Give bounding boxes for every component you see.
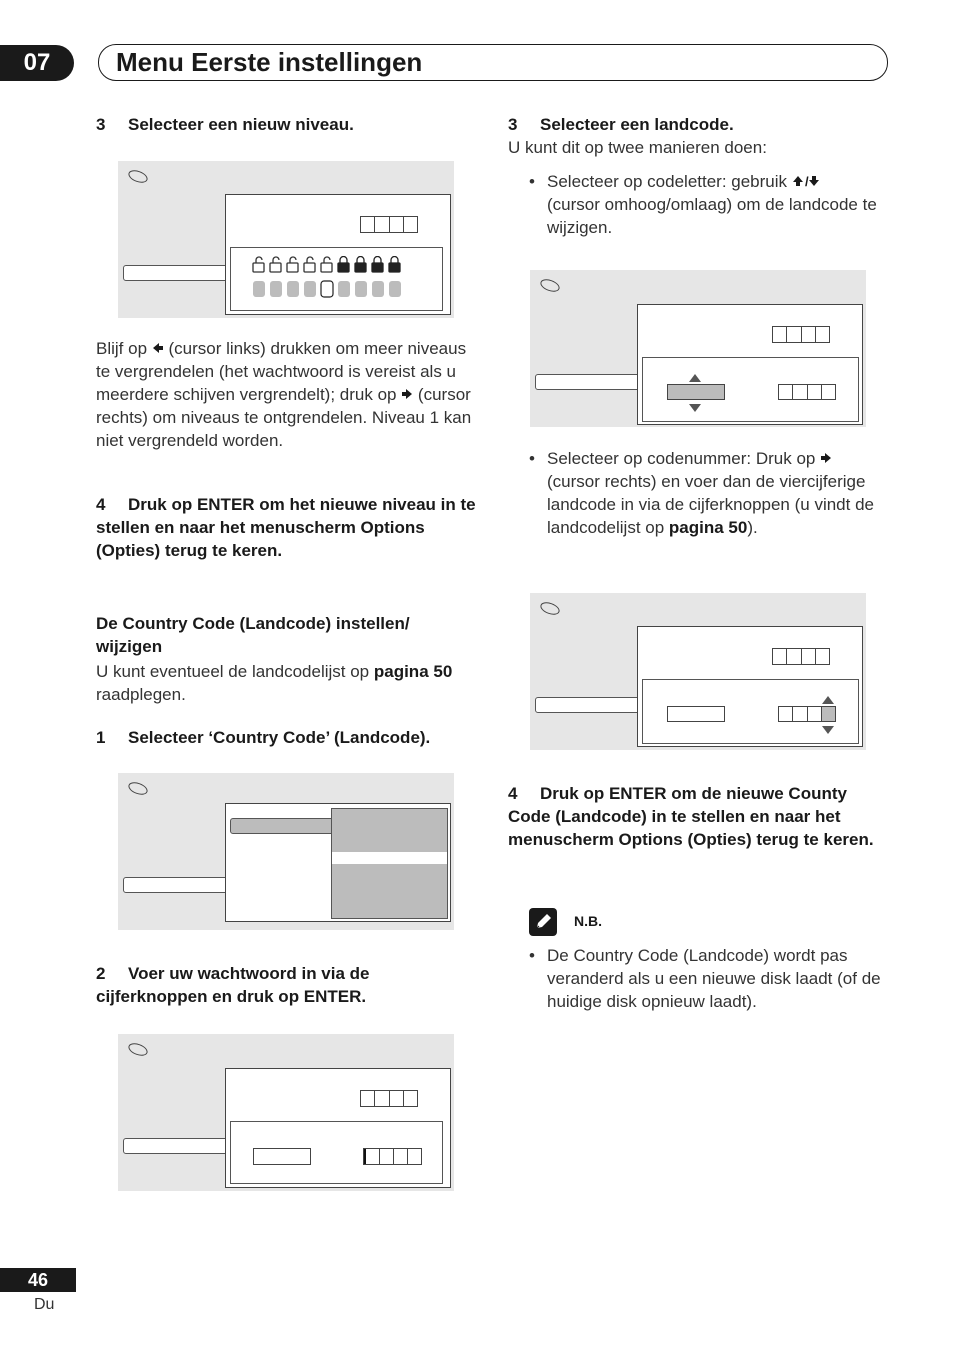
right-step-3-heading: 3 Selecteer een landcode. xyxy=(508,115,734,134)
screen-code-number xyxy=(530,593,866,750)
lock-level-row xyxy=(251,256,421,302)
right-step-4-heading: 4 Druk op ENTER om de nieuwe County Code (Landcode) in te stellen en naar het menuscherm Options (Opties) terug te keren. xyxy=(508,784,874,849)
pencil-icon xyxy=(529,908,557,936)
code-digits xyxy=(772,648,830,665)
arrow-up-down-icon xyxy=(688,374,702,412)
page-number: 46 xyxy=(0,1268,76,1292)
section-heading: De Country Code (Landcode) instellen/ wijzigen xyxy=(96,614,410,656)
settings-panel xyxy=(225,1068,451,1188)
menu-tab xyxy=(123,1138,229,1154)
password-digits xyxy=(360,216,418,233)
settings-panel xyxy=(225,194,451,315)
country-inner-panel xyxy=(642,357,859,422)
svg-text:/: / xyxy=(804,175,809,187)
password-inner-panel xyxy=(230,1121,443,1184)
menu-tab xyxy=(123,265,229,281)
code-digits xyxy=(772,326,830,343)
arrow-right-icon xyxy=(401,388,413,400)
note-label: N.B. xyxy=(574,913,602,929)
settings-panel xyxy=(637,626,863,747)
step-1-heading: 1 Selecteer ‘Country Code’ (Landcode). xyxy=(96,728,431,747)
step-3-sub: U kunt dit op twee manieren doen: xyxy=(508,138,767,157)
lock-icon xyxy=(355,257,366,273)
lock-instructions: Blijf op (cursor links) drukken om meer niveaus te vergrendelen (het wachtwoord is vereist als u meerdere schijven vergrendelt); druk op (cursor rechts) om niveaus te ontgrendelen. Niveau 1 kan niet vergrendeld worden. xyxy=(96,339,472,450)
arrow-up-down-icon xyxy=(821,696,835,734)
lock-icon xyxy=(321,257,332,272)
disc-icon xyxy=(127,168,150,185)
arrow-right-icon xyxy=(820,452,832,464)
lock-icon xyxy=(372,257,383,273)
chapter-number: 07 xyxy=(0,45,74,81)
bullet: • xyxy=(529,172,535,191)
disc-icon xyxy=(127,1041,150,1058)
level-inner-panel xyxy=(230,247,443,311)
page-title: Menu Eerste instellingen xyxy=(116,47,423,77)
menu-tab xyxy=(123,877,229,893)
screen-password xyxy=(118,1034,454,1191)
lock-icon xyxy=(270,257,281,272)
bullet-code-letter: Selecteer op codeletter: gebruik / (cursor omhoog/omlaag) om de landcode te wijzigen. xyxy=(547,172,877,237)
step-3-heading xyxy=(96,113,476,136)
bullet: • xyxy=(529,449,535,468)
lock-icon xyxy=(253,257,264,272)
disc-icon xyxy=(539,600,562,617)
menu-tab xyxy=(535,374,641,390)
submenu xyxy=(331,808,448,919)
menu-item-selected xyxy=(230,818,334,834)
step-number: 3 xyxy=(96,115,106,134)
country-inner-panel xyxy=(642,679,859,744)
password-label-field xyxy=(253,1148,311,1165)
bullet-code-number: Selecteer op codenummer: Druk op (cursor rechts) en voer dan de viercijferige landcode in via de cijferknoppen (u vindt de landcodelijst op pagina 50). xyxy=(547,449,874,537)
lock-icon xyxy=(338,257,349,273)
section-intro: U kunt eventueel de landcodelijst op pagina 50 raadplegen. xyxy=(96,662,453,704)
menu-tab xyxy=(535,697,641,713)
arrow-up-down-icon xyxy=(792,175,820,187)
disc-icon xyxy=(539,277,562,294)
note-text: De Country Code (Landcode) wordt pas veranderd als u een nieuwe disk laadt (of de huidige disk opnieuw laadt). xyxy=(547,946,881,1011)
disc-icon xyxy=(127,780,150,797)
lock-icon xyxy=(389,257,400,273)
step-text: Selecteer een nieuw niveau. xyxy=(128,115,354,134)
submenu-highlight xyxy=(332,852,447,864)
letter-code-field xyxy=(667,706,725,722)
settings-panel xyxy=(637,304,863,425)
lock-icon xyxy=(287,257,298,272)
step-2-heading: 2 Voer uw wachtwoord in via de cijferknoppen en druk op ENTER. xyxy=(96,964,370,1006)
password-input xyxy=(363,1148,422,1165)
step-4-heading: 4 Druk op ENTER om het nieuwe niveau in te stellen en naar het menuscherm Options (Opties) terug te keren. xyxy=(96,495,476,560)
code-digits xyxy=(360,1090,418,1107)
screen-country-menu xyxy=(118,773,454,930)
arrow-left-icon xyxy=(152,342,164,354)
bullet: • xyxy=(529,946,535,965)
language-code: Du xyxy=(34,1296,55,1313)
screen-level-select xyxy=(118,161,454,318)
lock-icon xyxy=(304,257,315,272)
screen-code-letter xyxy=(530,270,866,427)
number-code-field xyxy=(778,384,836,400)
options-panel xyxy=(225,803,451,922)
